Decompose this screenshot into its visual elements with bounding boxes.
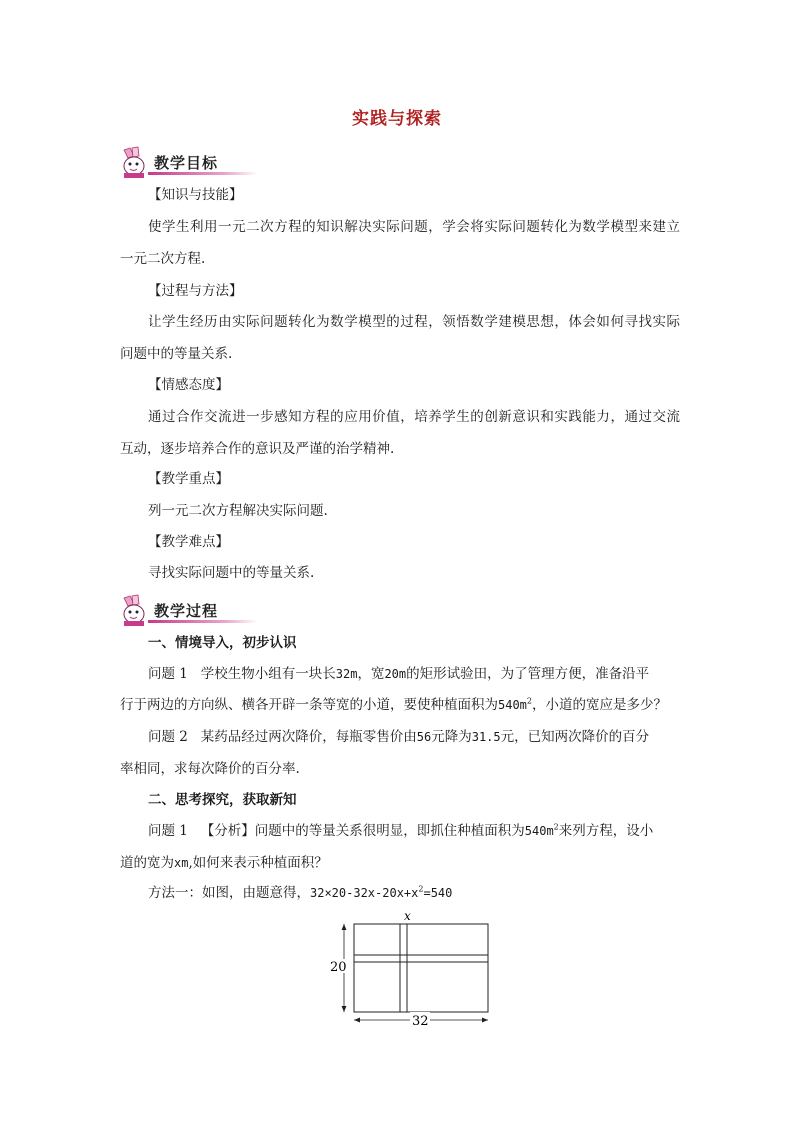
question1-label: 问题 1 — [148, 666, 188, 682]
field-diagram — [320, 906, 500, 1030]
emotion-label: 【情感态度】 — [148, 377, 229, 393]
part1-title: 一、情境导入，初步认识 — [148, 635, 297, 651]
analysis-line1 — [148, 822, 680, 840]
method-text-line1: 让学生经历由实际问题转化为数学模型的过程，领悟数学建模思想，体会如何寻找实际 — [148, 314, 680, 330]
method-text-line2: 问题中的等量关系. — [120, 346, 233, 362]
page-title: 实践与探索 — [352, 109, 442, 129]
analysis-text: 来列方程，设小 — [558, 823, 654, 839]
question2-text: 某药品经过两次降价，每瓶零售价由 — [200, 729, 417, 745]
question2-text: 元降为 — [431, 729, 472, 745]
diagram-label-width: 20 — [330, 960, 347, 975]
key-point-text: 列一元二次方程解决实际问题. — [148, 503, 328, 519]
method1-text: 方法一：如图，由题意得， — [148, 885, 310, 901]
analysis-line2 — [120, 854, 680, 872]
method1-equation-end: =540 — [423, 886, 453, 900]
question2-line1 — [148, 728, 680, 746]
analysis-tag: 【分析】 — [200, 823, 255, 839]
section-header-underline — [148, 172, 258, 175]
pencil-mascot-icon — [118, 146, 152, 180]
method1-line — [148, 884, 680, 902]
section-header-label: 教学目标 — [154, 154, 219, 172]
difficulty-label: 【教学难点】 — [148, 534, 229, 550]
question1-text: 行于两边的方向纵、横各开辟一条等宽的小道，要使种植面积为 — [120, 697, 498, 713]
analysis-text: 问题中的等量关系很明显，即抓住种植面积为 — [254, 823, 525, 839]
method-label: 【过程与方法】 — [148, 283, 243, 299]
question2-text: 元，已知两次降价的百分 — [500, 729, 650, 745]
question1-line2 — [120, 696, 680, 714]
question1-length: 32m — [335, 667, 358, 681]
superscript-2: 2 — [553, 822, 559, 832]
question1-text: 学校生物小组有一块长 — [200, 666, 336, 682]
analysis-question-label: 问题 1 — [148, 823, 188, 839]
knowledge-text-line2: 一元二次方程. — [120, 251, 206, 267]
diagram-label-x: x — [404, 909, 411, 923]
width-arrow-bottom — [342, 1006, 347, 1012]
width-arrow-top — [342, 924, 347, 930]
length-arrow-left — [354, 1018, 360, 1023]
question1-text: ，小道的宽应是多少？ — [532, 697, 667, 713]
question2-price1: 56 — [416, 730, 432, 744]
field-rectangle — [354, 924, 488, 1012]
section-header-underline — [148, 620, 258, 623]
question1-line1 — [148, 665, 680, 683]
emotion-text-line1: 通过合作交流进一步感知方程的应用价值，培养学生的创新意识和实践能力，通过交流 — [148, 409, 680, 425]
analysis-text: 道的宽为 — [120, 855, 174, 871]
section-header-objectives — [118, 146, 248, 180]
superscript-2: 2 — [418, 884, 424, 894]
method1-equation: 32×20-32x-20x+x — [310, 886, 419, 900]
question1-text: ，宽 — [357, 666, 385, 682]
question2-price2: 31.5 — [471, 730, 501, 744]
length-arrow-right — [482, 1018, 488, 1023]
section-header-label: 教学过程 — [154, 602, 219, 620]
knowledge-label: 【知识与技能】 — [148, 187, 243, 203]
difficulty-text: 寻找实际问题中的等量关系. — [148, 565, 315, 581]
knowledge-text-line1: 使学生利用一元二次方程的知识解决实际问题，学会将实际问题转化为数学模型来建立 — [148, 219, 680, 235]
emotion-text-line2: 互动，逐步培养合作的意识及严谨的治学精神. — [120, 441, 395, 457]
question2-line2: 率相同，求每次降价的百分率. — [120, 761, 300, 777]
part2-title: 二、思考探究，获取新知 — [148, 792, 297, 808]
key-point-label: 【教学重点】 — [148, 471, 229, 487]
question1-area: 540m — [498, 698, 527, 712]
analysis-area: 540m — [524, 824, 554, 838]
analysis-variable: xm — [174, 856, 189, 870]
section-header-process — [118, 594, 248, 628]
question2-label: 问题 2 — [148, 729, 188, 745]
superscript-2: 2 — [526, 696, 532, 706]
pencil-mascot-icon — [118, 594, 152, 628]
question1-text: 的矩形试验田，为了管理方便，准备沿平 — [406, 666, 650, 682]
question1-width: 20m — [384, 667, 407, 681]
analysis-text: ,如何来表示种植面积？ — [188, 855, 328, 871]
diagram-label-length: 32 — [412, 1014, 429, 1029]
